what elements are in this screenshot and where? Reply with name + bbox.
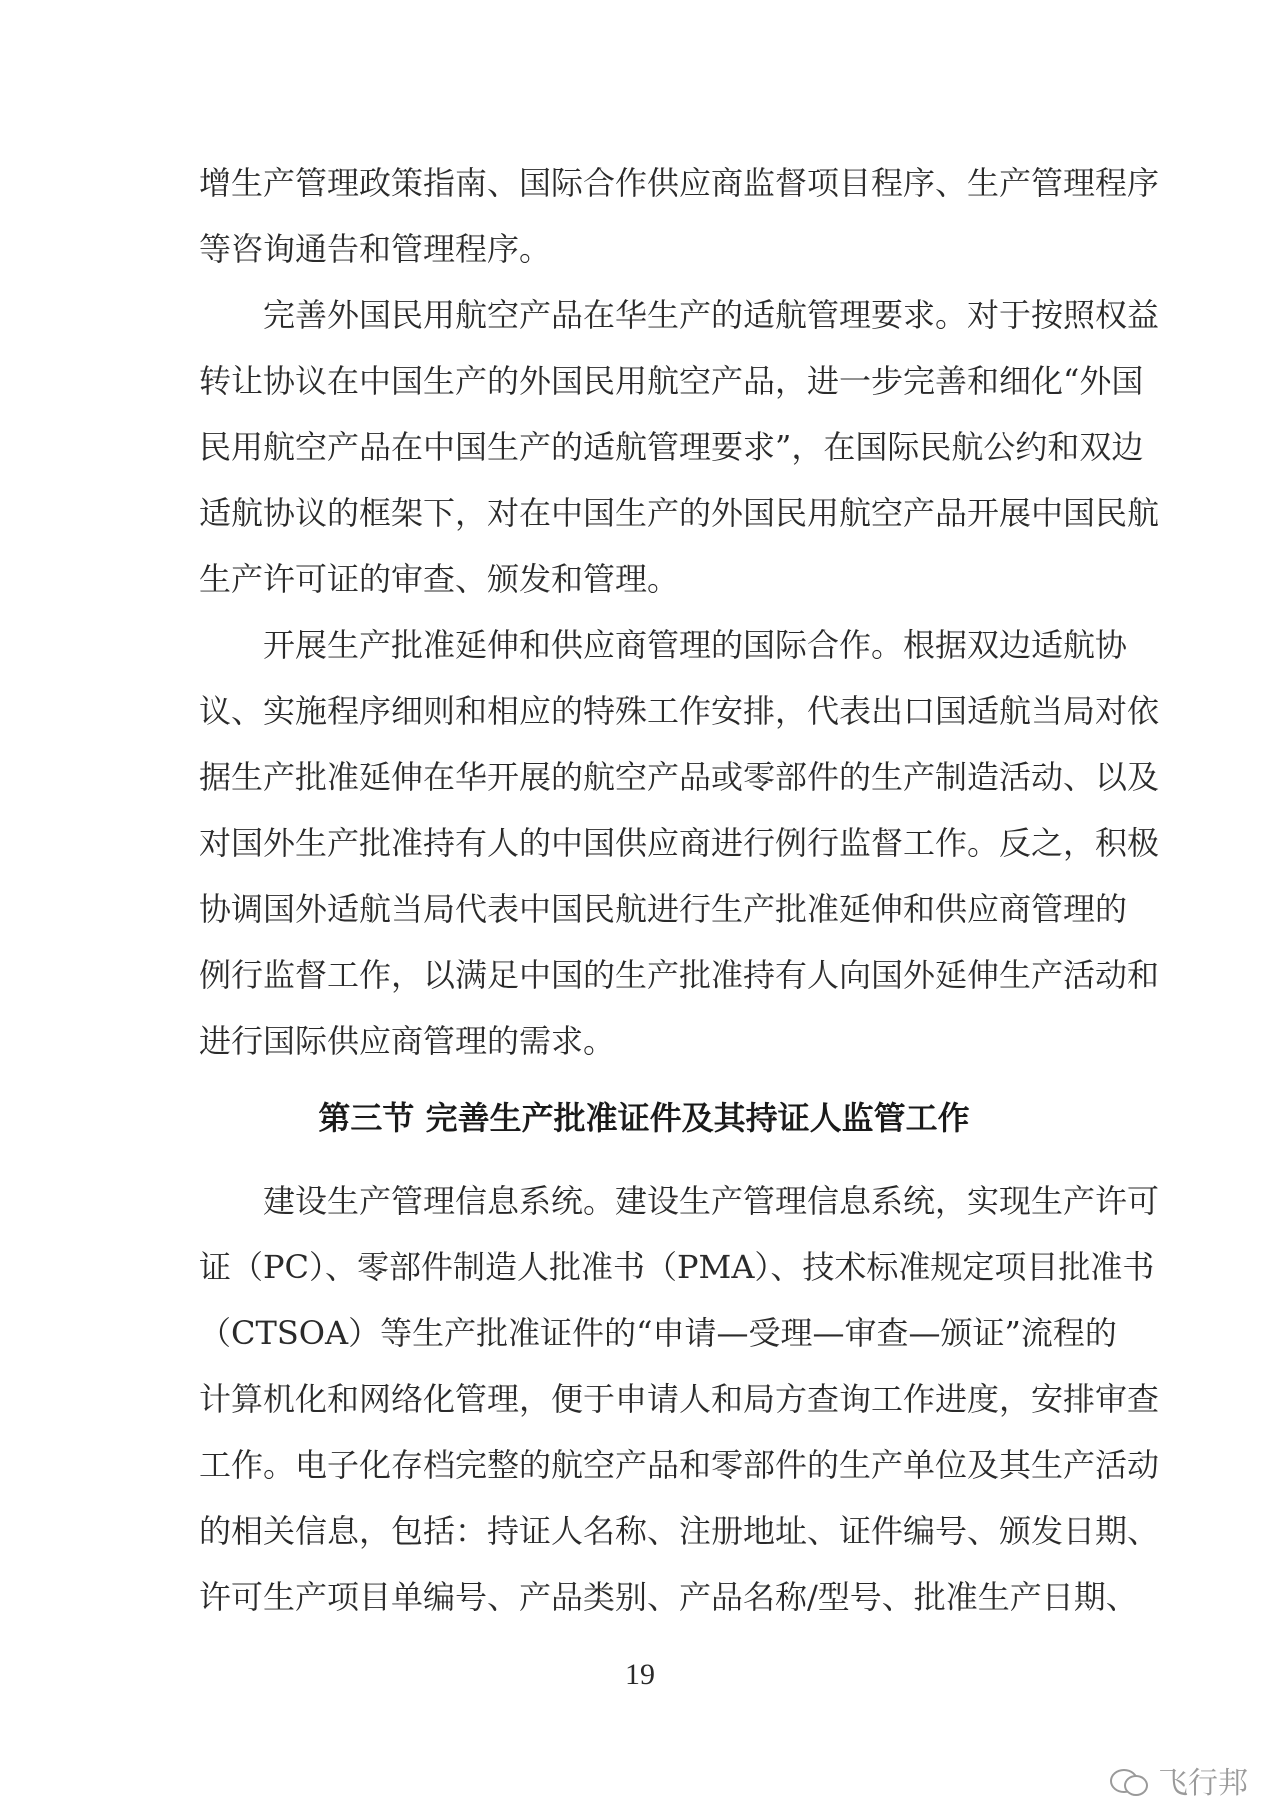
section-paragraph (199, 1168, 1160, 1630)
text-line: 工作。电子化存档完整的航空产品和零部件的生产单位及其生产活动 (199, 1446, 1160, 1484)
text-line: 开展生产批准延伸和供应商管理的国际合作。根据双边适航协 (263, 626, 1128, 664)
text-line: 适航协议的框架下，对在中国生产的外国民用航空产品开展中国民航 (199, 494, 1160, 532)
watermark (1110, 1758, 1248, 1802)
page-number: 19 (625, 1658, 655, 1691)
wechat-icon (1110, 1765, 1148, 1795)
text-line: 民用航空产品在中国生产的适航管理要求”，在国际民航公约和双边 (199, 428, 1144, 466)
text-line: 建设生产管理信息系统。建设生产管理信息系统，实现生产许可 (263, 1182, 1160, 1220)
text-line: 例行监督工作，以满足中国的生产批准持有人向国外延伸生产活动和 (199, 956, 1160, 994)
paragraph-1 (199, 150, 1160, 282)
text-line: （CTSOA）等生产批准证件的“申请—受理—审查—颁证”流程的 (199, 1314, 1117, 1352)
paragraph-2 (199, 282, 1160, 612)
watermark-text: 飞行邦 (1158, 1766, 1248, 1801)
paragraph-3 (199, 612, 1160, 1074)
text-line: 计算机化和网络化管理，便于申请人和局方查询工作进度，安排审查 (199, 1380, 1160, 1418)
text-line: 生产许可证的审查、颁发和管理。 (199, 560, 680, 598)
text-line: 对国外生产批准持有人的中国供应商进行例行监督工作。反之，积极 (199, 824, 1160, 862)
text-line: 等咨询通告和管理程序。 (199, 230, 552, 268)
text-line: 议、实施程序细则和相应的特殊工作安排，代表出口国适航当局对依 (199, 692, 1160, 730)
text-line: 进行国际供应商管理的需求。 (199, 1022, 616, 1060)
text-line: 增生产管理政策指南、国际合作供应商监督项目程序、生产管理程序 (199, 164, 1160, 202)
text-line: 协调国外适航当局代表中国民航进行生产批准延伸和供应商管理的 (199, 890, 1128, 928)
text-line: 转让协议在中国生产的外国民用航空产品，进一步完善和细化“外国 (199, 362, 1144, 400)
section-heading: 第三节 完善生产批准证件及其持证人监管工作 (318, 1099, 970, 1137)
text-line: 证（PC）、零部件制造人批准书（PMA）、技术标准规定项目批准书 (199, 1248, 1155, 1286)
document-body (199, 150, 1160, 1630)
text-line: 据生产批准延伸在华开展的航空产品或零部件的生产制造活动、以及 (199, 758, 1160, 796)
text-line: 完善外国民用航空产品在华生产的适航管理要求。对于按照权益 (263, 296, 1160, 334)
text-line: 许可生产项目单编号、产品类别、产品名称/型号、批准生产日期、 (199, 1578, 1138, 1616)
text-line: 的相关信息，包括：持证人名称、注册地址、证件编号、颁发日期、 (199, 1512, 1160, 1550)
